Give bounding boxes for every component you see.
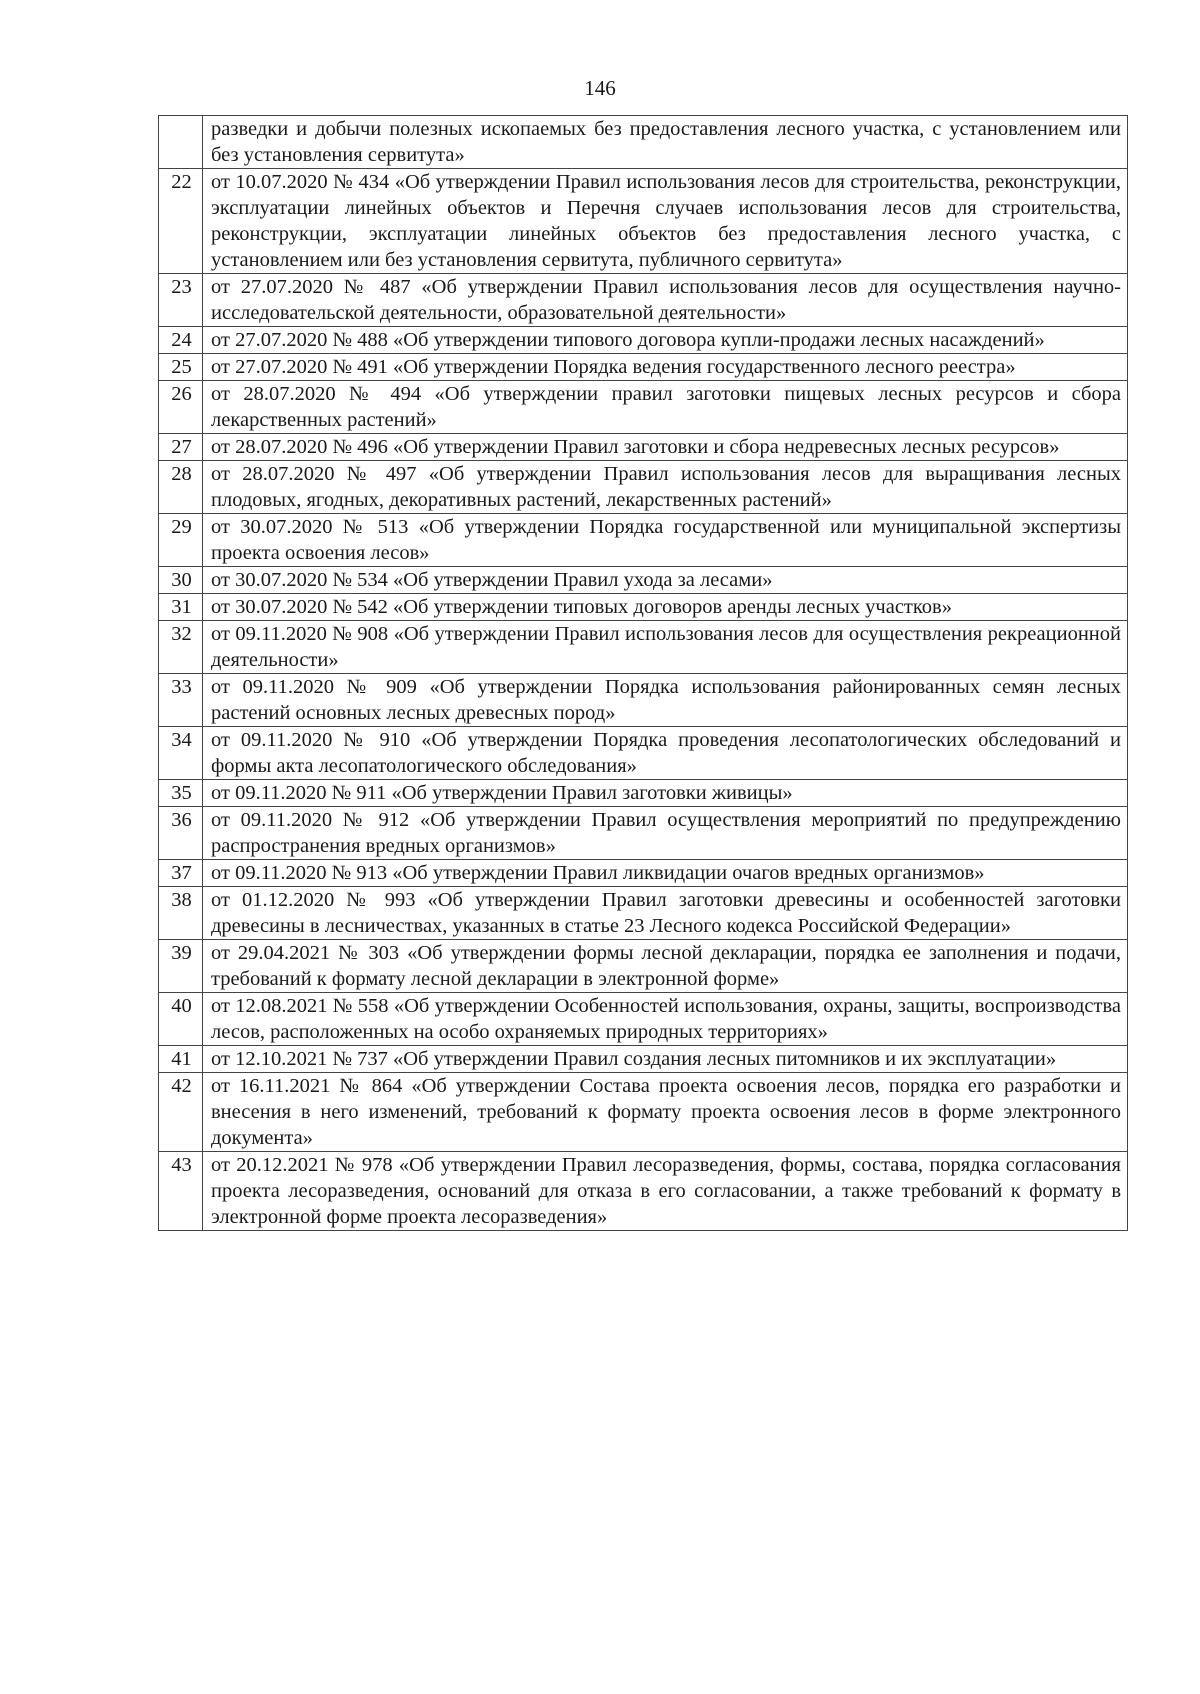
table-row	[159, 1046, 1128, 1073]
page-number: 146	[584, 76, 616, 100]
row-text: от 20.12.2021 № 978 «Об утверждении Правил лесоразведения, формы, состава, порядка согласования проекта лесоразведения, оснований для отказа в его согласовании, а также требований к формату в электронной форме проекта лесоразведения»	[203, 1152, 1128, 1231]
row-number: 30	[159, 567, 203, 594]
row-text: от 27.07.2020 № 487 «Об утверждении Правил использования лесов для осуществления научно-исследовательской деятельности, образовательной деятельности»	[203, 274, 1128, 327]
row-number: 22	[159, 169, 203, 274]
row-number: 24	[159, 327, 203, 354]
table-row	[159, 461, 1128, 514]
table-row	[159, 274, 1128, 327]
row-number: 26	[159, 381, 203, 434]
row-text: от 30.07.2020 № 513 «Об утверждении Порядка государственной или муниципальной экспертизы проекта освоения лесов»	[203, 514, 1128, 567]
row-number: 27	[159, 434, 203, 461]
row-text: от 10.07.2020 № 434 «Об утверждении Правил использования лесов для строительства, реконструкции, эксплуатации линейных объектов и Перечня случаев использования лесов для строительства, реконструкции, эксплуатации линейных объектов без предоставления лесного участка, с установлением или без установления сервитута, публичного сервитута»	[203, 169, 1128, 274]
table-row	[159, 327, 1128, 354]
table-row	[159, 1073, 1128, 1152]
row-number: 37	[159, 860, 203, 887]
row-text: от 01.12.2020 № 993 «Об утверждении Правил заготовки древесины и особенностей заготовки древесины в лесничествах, указанных в статье 23 Лесного кодекса Российской Федерации»	[203, 887, 1128, 940]
row-number: 33	[159, 674, 203, 727]
table-row	[159, 381, 1128, 434]
row-text: от 09.11.2020 № 913 «Об утверждении Правил ликвидации очагов вредных организмов»	[203, 860, 1128, 887]
table-row	[159, 514, 1128, 567]
table-row	[159, 940, 1128, 993]
row-number: 34	[159, 727, 203, 780]
row-number: 43	[159, 1152, 203, 1231]
row-text: разведки и добычи полезных ископаемых без предоставления лесного участка, с установлением или без установления сервитута»	[203, 116, 1128, 169]
row-text: от 28.07.2020 № 497 «Об утверждении Правил использования лесов для выращивания лесных плодовых, ягодных, декоративных растений, лекарственных растений»	[203, 461, 1128, 514]
regulations-table	[158, 115, 1128, 1231]
table-row	[159, 434, 1128, 461]
table-row	[159, 594, 1128, 621]
row-number: 40	[159, 993, 203, 1046]
row-text: от 09.11.2020 № 911 «Об утверждении Правил заготовки живицы»	[203, 780, 1128, 807]
row-text: от 28.07.2020 № 494 «Об утверждении правил заготовки пищевых лесных ресурсов и сбора лекарственных растений»	[203, 381, 1128, 434]
table-row	[159, 354, 1128, 381]
row-text: от 30.07.2020 № 534 «Об утверждении Правил ухода за лесами»	[203, 567, 1128, 594]
row-number	[159, 116, 203, 169]
table-row	[159, 567, 1128, 594]
table-row	[159, 807, 1128, 860]
table-row	[159, 169, 1128, 274]
table-row	[159, 727, 1128, 780]
row-text: от 09.11.2020 № 912 «Об утверждении Правил осуществления мероприятий по предупреждению распространения вредных организмов»	[203, 807, 1128, 860]
row-number: 41	[159, 1046, 203, 1073]
row-number: 32	[159, 621, 203, 674]
row-text: от 16.11.2021 № 864 «Об утверждении Состава проекта освоения лесов, порядка его разработки и внесения в него изменений, требований к формату проекта освоения лесов в форме электронного документа»	[203, 1073, 1128, 1152]
row-number: 29	[159, 514, 203, 567]
table-row	[159, 674, 1128, 727]
table-row	[159, 860, 1128, 887]
row-text: от 09.11.2020 № 910 «Об утверждении Порядка проведения лесопатологических обследований и формы акта лесопатологического обследования»	[203, 727, 1128, 780]
row-text: от 30.07.2020 № 542 «Об утверждении типовых договоров аренды лесных участков»	[203, 594, 1128, 621]
row-number: 36	[159, 807, 203, 860]
row-number: 23	[159, 274, 203, 327]
row-text: от 12.08.2021 № 558 «Об утверждении Особенностей использования, охраны, защиты, воспроизводства лесов, расположенных на особо охраняемых природных территориях»	[203, 993, 1128, 1046]
table-row	[159, 621, 1128, 674]
row-text: от 09.11.2020 № 908 «Об утверждении Правил использования лесов для осуществления рекреационной деятельности»	[203, 621, 1128, 674]
table-row	[159, 116, 1128, 169]
row-number: 28	[159, 461, 203, 514]
row-number: 35	[159, 780, 203, 807]
row-number: 31	[159, 594, 203, 621]
table-row	[159, 887, 1128, 940]
row-text: от 27.07.2020 № 488 «Об утверждении типового договора купли-продажи лесных насаждений»	[203, 327, 1128, 354]
table-row	[159, 1152, 1128, 1231]
table-row	[159, 780, 1128, 807]
row-text: от 28.07.2020 № 496 «Об утверждении Правил заготовки и сбора недревесных лесных ресурсов»	[203, 434, 1128, 461]
row-number: 39	[159, 940, 203, 993]
row-text: от 27.07.2020 № 491 «Об утверждении Порядка ведения государственного лесного реестра»	[203, 354, 1128, 381]
row-text: от 09.11.2020 № 909 «Об утверждении Порядка использования районированных семян лесных растений основных лесных древесных пород»	[203, 674, 1128, 727]
row-number: 25	[159, 354, 203, 381]
table-row	[159, 993, 1128, 1046]
row-number: 38	[159, 887, 203, 940]
row-text: от 29.04.2021 № 303 «Об утверждении формы лесной декларации, порядка ее заполнения и подачи, требований к формату лесной декларации в электронной форме»	[203, 940, 1128, 993]
row-text: от 12.10.2021 № 737 «Об утверждении Правил создания лесных питомников и их эксплуатации»	[203, 1046, 1128, 1073]
row-number: 42	[159, 1073, 203, 1152]
